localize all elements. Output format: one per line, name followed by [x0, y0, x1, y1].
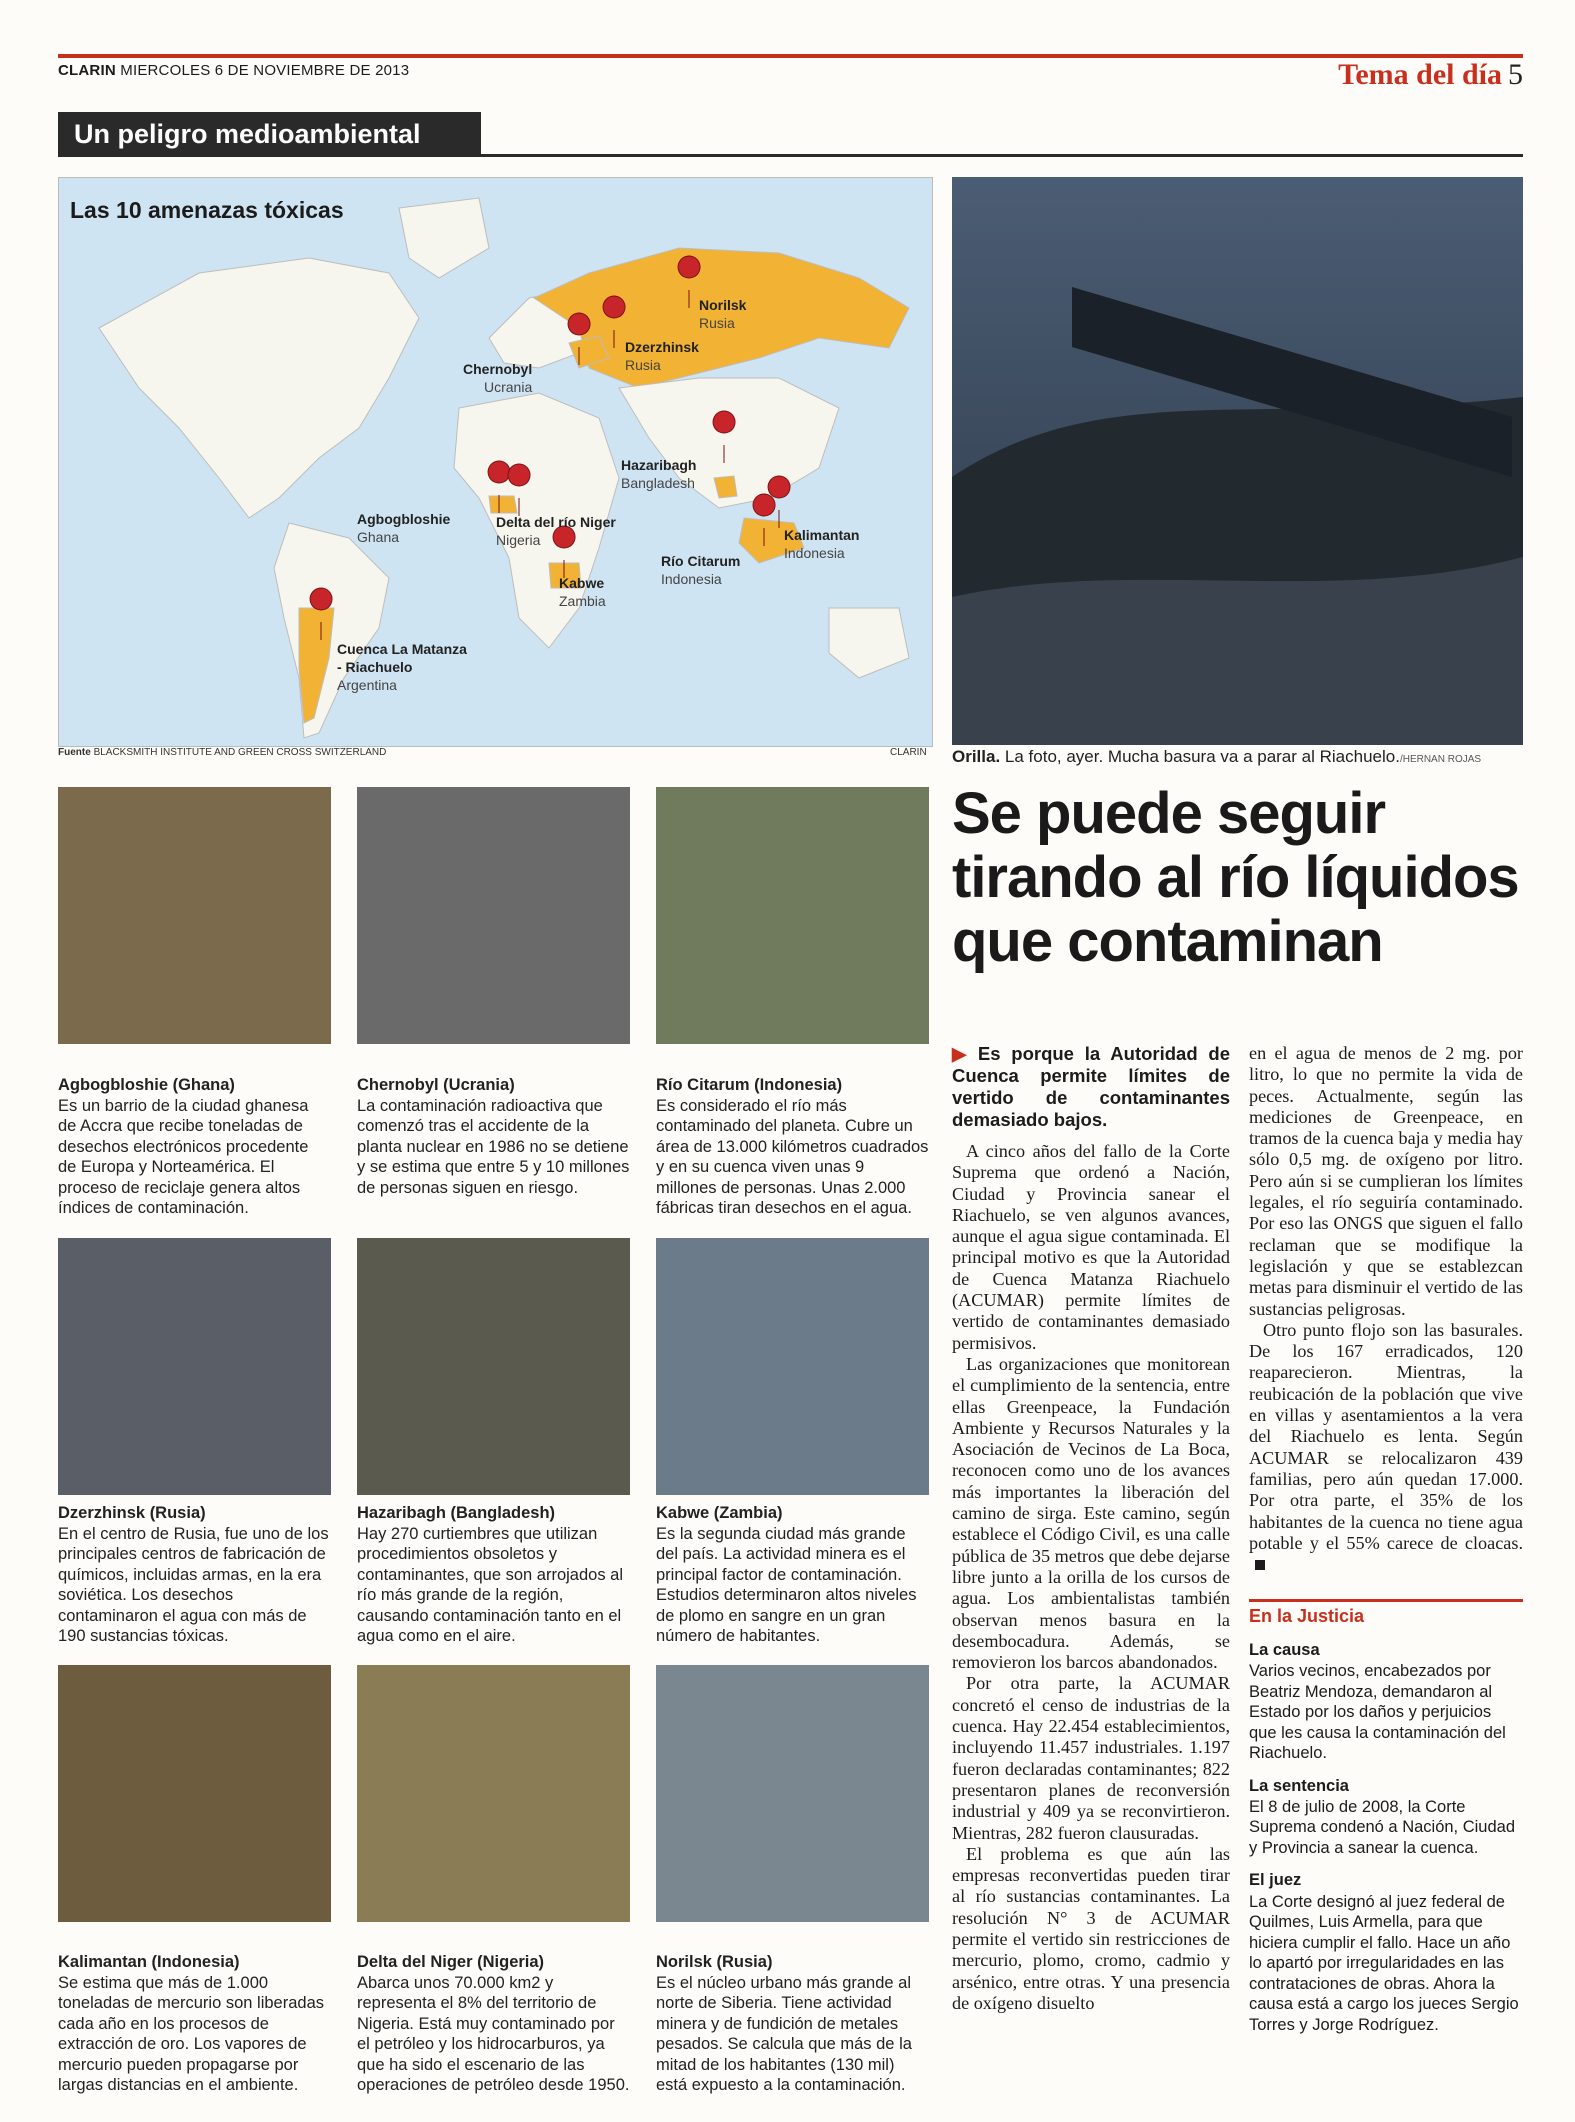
pin-label-kabwe: Kabwe Zambia — [559, 575, 606, 609]
photo-credit: /HERNAN ROJAS — [1399, 754, 1482, 765]
justicia-item-title: La sentencia — [1249, 1776, 1349, 1795]
photo-hazaribagh — [357, 1238, 630, 1495]
article-paragraph: en el agua de menos de 2 mg. por litro, lo que no permite la vida de peces. Actualmente, según las mediciones de Greenpeace, en tramos de la cuenca baja y media hay sólo 0,5 mg. de oxígeno por litro. Pero aún si se cumplieran los límites legales, el río seguiría contaminado. Por eso las ONGS que siguen el fallo reclaman que se modifique la legislación y que se establezcan metas para disminuir el vertido de las sustancias peligrosas. — [1249, 1043, 1523, 1319]
world-map-graphic — [59, 178, 932, 746]
caption-bold: Orilla. — [952, 747, 1001, 766]
site-card-kalimantan: Kalimantan (Indonesia) Se estima que más de 1.000 toneladas de mercurio son liberadas cada año en los procesos de extracción de oro. Los vapores de mercurio pueden propagarse por largas distancias en el ambiente. — [58, 1953, 324, 2094]
photo-kabwe — [656, 1238, 929, 1495]
site-card-chernobyl: Chernobyl (Ucrania) La contaminación radioactiva que comenzó tras el accidente de la planta nuclear en 1986 no se detiene y se estima que entre 5 y 10 millones de personas siguen en riesgo. — [357, 1076, 630, 1197]
photo-niger-delta — [357, 1665, 630, 1922]
pin-label-hazaribagh: Hazaribagh Bangladesh — [621, 457, 697, 491]
end-mark-icon — [1255, 1560, 1265, 1570]
photo-norilsk — [656, 1665, 929, 1922]
photo-rio-citarum — [656, 787, 929, 1044]
site-card-rio-citarum: Río Citarum (Indonesia) Es considerado el río más contaminado del planeta. Cubre un área de 13.000 kilómetros cuadrados y en su cuenca viven unas 9 millones de personas. Unas 2.000 fábricas tiran desechos en el agua. — [656, 1076, 929, 1217]
article-column-2 — [1249, 1043, 1523, 2035]
article-paragraph: Las organizaciones que monitorean el cumplimiento de la sentencia, entre ellas Greenpeace, la Fundación Ambiente y Recursos Naturales y la Asociación de Vecinos de La Boca, reconocen como uno de los avances más importantes la liberación del camino de sirga. Este camino, según establece el Código Civil, es una calle pública de 35 metros que debe dejarse libre junto a la orilla de los cursos de agua. Los ambientalistas también observan menos basura en la desembocadura. Además, se removieron los barcos abandonados. — [952, 1353, 1230, 1673]
greenland-land — [399, 198, 489, 278]
page-number: 5 — [1508, 58, 1523, 91]
site-card-kabwe: Kabwe (Zambia) Es la segunda ciudad más grande del país. La actividad minera es el principal factor de contaminación. Estudios determinaron altos niveles de plomo en sangre en un gran número de habitantes. — [656, 1504, 917, 1645]
main-photo-caption — [952, 747, 1481, 767]
triangle-icon: ▶ — [952, 1043, 972, 1064]
world-map — [58, 177, 933, 747]
justicia-box — [1249, 1599, 1523, 2035]
justicia-item-title: La causa — [1249, 1640, 1320, 1659]
photo-kalimantan — [58, 1665, 331, 1922]
riverbank-photo — [952, 177, 1523, 745]
justicia-item-title: El juez — [1249, 1871, 1302, 1890]
article-lead: ▶ Es porque la Autoridad de Cuenca permite límites de vertido de contaminantes demasiado bajos. — [952, 1043, 1230, 1130]
site-card-niger-delta: Delta del Niger (Nigeria) Abarca unos 70.000 km2 y representa el 8% del territorio de Nigeria. Está muy contaminado por el petróleo y los hidrocarburos, ya que ha sido el escenario de las operaciones de petróleo desde 1950. — [357, 1953, 630, 2094]
site-card-agbogbloshie: Agbogbloshie (Ghana) Es un barrio de la ciudad ghanesa de Accra que recibe toneladas de desechos electrónicos procedente de Europa y Norteamérica. El proceso de reciclaje genera altos índices de contaminación. — [58, 1076, 309, 1217]
site-card-norilsk: Norilsk (Rusia) Es el núcleo urbano más grande al norte de Siberia. Tiene actividad minera y de fundición de metales pesados. Se calcula que más de la mitad de los habitantes (130 mil) está expuesto a la contaminación. — [656, 1953, 912, 2094]
main-photo — [952, 177, 1523, 745]
australia-land — [829, 608, 909, 678]
pin-label-agbogbloshie: Agbogbloshie Ghana — [357, 511, 451, 545]
map-source: Fuente BLACKSMITH INSTITUTE AND GREEN CROSS SWITZERLAND — [58, 747, 387, 758]
photo-chernobyl — [357, 787, 630, 1044]
headline: Se puede seguir tirando al río líquidos que contaminan — [952, 781, 1519, 974]
map-credit: CLARIN — [890, 747, 927, 758]
justicia-item-text: La Corte designó al juez federal de Quilmes, Luis Armella, para que hiciera cumplir el fallo. Hace un año lo apartó por irregularidades en las contrataciones de obras. Ahora la causa está a cargo los jueces Sergio Torres y Jorge Rodríguez. — [1249, 1892, 1519, 2034]
ghana-nigeria-highlight — [489, 496, 517, 513]
justicia-item-text: El 8 de julio de 2008, la Corte Suprema condenó a Nación, Ciudad y Provincia a sanear la cuenca. — [1249, 1797, 1516, 1857]
map-title: Las 10 amenazas tóxicas — [70, 197, 344, 223]
north-america-land — [99, 258, 419, 518]
article-paragraph: El problema es que aún las empresas reconvertidas pueden tirar al río sustancias contaminantes. La resolución N° 3 de ACUMAR permite el vertido sin restricciones de mercurio, plomo, cromo, cadmio y arsénico, entre otras. Y una presencia de oxígeno disuelto — [952, 1843, 1230, 2013]
pin-label-norilsk: Norilsk Rusia — [699, 297, 747, 331]
article-paragraph: Por otra parte, la ACUMAR concretó el censo de industrias de la cuenca. Hay 22.454 establecimientos, incluyendo 11.457 industriales. 1.197 fueron declaradas contaminantes; 822 presentaron planes de reconversión industrial y 409 ya se reconvirtieron. Mientras, 282 fueron clausuradas. — [952, 1673, 1230, 1843]
topic-rule — [58, 154, 1523, 157]
pin-label-dzerzhinsk: Dzerzhinsk Rusia — [625, 339, 699, 373]
date: MIERCOLES 6 DE NOVIEMBRE DE 2013 — [120, 62, 410, 79]
pin-label-chernobyl: Chernobyl Ucrania — [463, 361, 533, 395]
caption-text: La foto, ayer. Mucha basura va a parar al Riachuelo. — [1004, 747, 1400, 766]
pin-label-rio-citarum: Río Citarum Indonesia — [661, 553, 741, 587]
pin-label-matanza: Cuenca La Matanza - Riachuelo Argentina — [337, 641, 467, 693]
photo-agbogbloshie — [58, 787, 331, 1044]
pin-label-niger-delta: Delta del río Niger Nigeria — [496, 514, 616, 548]
article-column-1 — [952, 1043, 1230, 2014]
justicia-item-text: Varios vecinos, encabezados por Beatriz Mendoza, demandaron al Estado por los daños y perjuicios que les causa la contaminación del Riachuelo. — [1249, 1662, 1506, 1763]
dateline — [58, 62, 409, 79]
pin-label-kalimantan: Kalimantan Indonesia — [784, 527, 860, 561]
topic-bar: Un peligro medioambiental — [58, 112, 481, 156]
site-card-hazaribagh: Hazaribagh (Bangladesh) Hay 270 curtiembres que utilizan procedimientos obsoletos y contaminantes, que son arrojados al río más grande de la región, causando contaminación tanto en el agua como en el aire. — [357, 1504, 623, 1645]
photo-dzerzhinsk — [58, 1238, 331, 1495]
header-rule — [58, 54, 1523, 58]
site-card-dzerzhinsk: Dzerzhinsk (Rusia) En el centro de Rusia, fue uno de los principales centros de fabricación de químicos, incluidas armas, en la era soviética. Los desechos contaminaron el agua con más de 190 sustancias tóxicas. — [58, 1504, 329, 1645]
article-paragraph: Otro punto flojo son las basurales. De los 167 erradicados, 120 reaparecieron. Mientras, la reubicación de la población que vive en villas y asentamientos a la vera del Riachuelo es lenta. Según ACUMAR se relocalizaron 439 familias, pero aún quedan 17.000. Por otra parte, el 35% de los habitantes de la cuenca no tiene agua potable y el 55% carece de cloacas. — [1249, 1320, 1523, 1576]
section-name: Tema del día — [1338, 58, 1502, 91]
paper-name: CLARIN — [58, 62, 116, 79]
section-title — [1338, 58, 1523, 92]
article-paragraph: A cinco años del fallo de la Corte Suprema que ordenó a Nación, Ciudad y Provincia sanear el Riachuelo, se ven algunos avances, aunque el agua sigue contaminada. El principal motivo es que la Autoridad de Cuenca Matanza Riachuelo (ACUMAR) permite límites de vertido de contaminantes demasiado permisivos. — [952, 1141, 1230, 1353]
justicia-heading: En la Justicia — [1249, 1599, 1523, 1627]
